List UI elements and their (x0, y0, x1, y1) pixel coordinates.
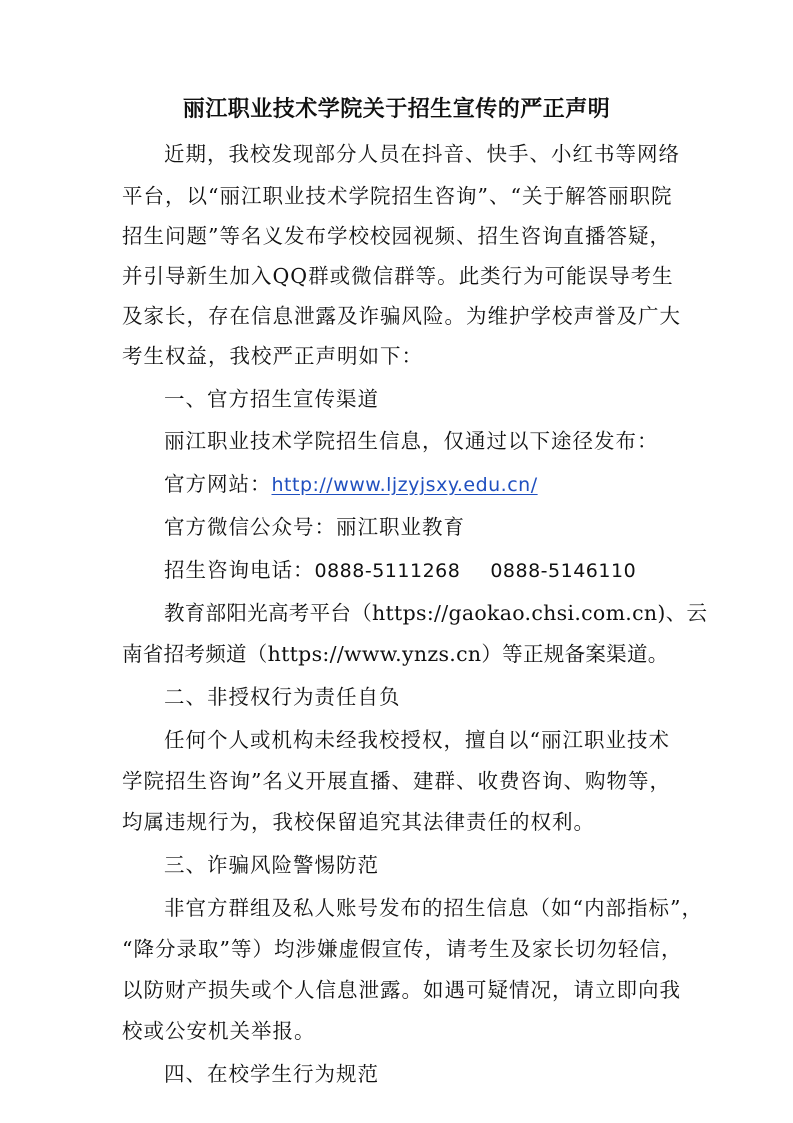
section3-line-2: “降分录取”等）均涉嫌虚假宣传，请考生及家长切勿轻信， (122, 937, 683, 961)
website-label: 官方网站： (164, 472, 272, 496)
intro-line-6: 考生权益，我校严正声明如下： (122, 344, 423, 368)
official-website-line (164, 470, 538, 499)
phone-label: 招生咨询电话： (164, 558, 315, 582)
section2-line-3: 均属违规行为，我校保留追究其法律责任的权利。 (122, 810, 595, 834)
section2-line-2: 学院招生咨询”名义开展直播、建群、收费咨询、购物等， (122, 769, 671, 793)
section4-heading: 四、在校学生行为规范 (164, 1062, 379, 1086)
phone-number-1: 0888-5111268 (314, 560, 461, 582)
section3-line-1: 非官方群组及私人账号发布的招生信息（如“内部指标”， (164, 896, 703, 920)
section2-heading: 二、非授权行为责任自负 (164, 685, 401, 709)
section3-line-3: 以防财产损失或个人信息泄露。如遇可疑情况，请立即向我 (122, 978, 681, 1002)
phone-number-2: 0888-5146110 (490, 560, 637, 582)
intro-line-3: 招生问题”等名义发布学校校园视频、招生咨询直播答疑， (122, 224, 671, 248)
intro-line-2: 平台，以“丽江职业技术学院招生咨询”、“关于解答丽职院 (122, 184, 673, 208)
section3-heading: 三、诈骗风险警惕防范 (164, 853, 379, 877)
intro-line-5: 及家长，存在信息泄露及诈骗风险。为维护学校声誉及广大 (122, 304, 681, 328)
phone-line (164, 556, 636, 585)
intro-line-4: 并引导新生加入QQ群或微信群等。此类行为可能误导考生 (122, 264, 674, 288)
platform-line-2: 南省招考频道（https://www.ynzs.cn）等正规备案渠道。 (122, 642, 669, 666)
official-website-link[interactable]: http://www.ljzyjsxy.edu.cn/ (271, 474, 538, 496)
section1-heading: 一、官方招生宣传渠道 (164, 387, 379, 411)
intro-line-1: 近期，我校发现部分人员在抖音、快手、小红书等网络 (164, 142, 680, 166)
official-wechat-line: 官方微信公众号：丽江职业教育 (164, 515, 465, 539)
section2-line-1: 任何个人或机构未经我校授权，擅自以“丽江职业技术 (164, 728, 670, 752)
section1-lead: 丽江职业技术学院招生信息，仅通过以下途径发布： (164, 429, 659, 453)
section3-line-4: 校或公安机关举报。 (122, 1019, 316, 1043)
platform-line-1: 教育部阳光高考平台（https://gaokao.chsi.com.cn)、云 (164, 601, 708, 625)
document-title: 丽江职业技术学院关于招生宣传的严正声明 (182, 96, 611, 122)
